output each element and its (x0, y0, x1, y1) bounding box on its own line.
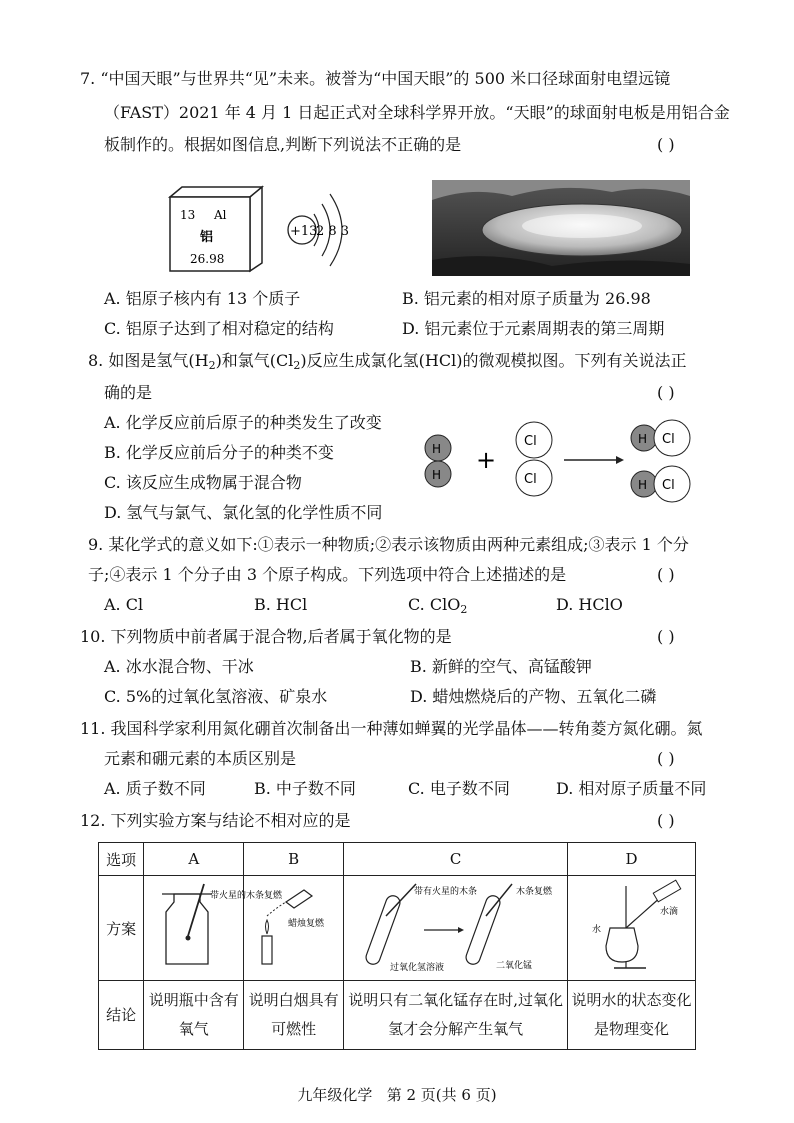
q8-option-b: B. 化学反应前后分子的种类不变 (104, 443, 334, 462)
q10-answer-paren: ( ) (657, 627, 675, 646)
element-symbol: Al (214, 208, 227, 222)
header-b: B (244, 843, 344, 876)
q7-line3: 板制作的。根据如图信息,判断下列说法不正确的是 (104, 135, 462, 154)
test-tube-figure (346, 876, 566, 976)
q11-answer-paren: ( ) (657, 749, 675, 768)
q9-option-c: C. ClO$_2$ (408, 595, 468, 616)
q10-option-d: D. 蜡烛燃烧后的产物、五氧化二磷 (410, 687, 657, 706)
bottle-splint-figure (146, 876, 282, 976)
q7-line1: 7. “中国天眼”与世界共“见”未来。被誉为“中国天眼”的 500 米口径球面射电望远镜 (80, 69, 671, 88)
q9-line1: 9. 某化学式的意义如下:①表示一种物质;②表示该物质由两种元素组成;③表示 1 个分 (88, 535, 689, 554)
element-name: 铝 (200, 230, 214, 245)
reaction-diagram (420, 416, 700, 508)
fast-telescope-photo (432, 180, 690, 276)
q9-line2: 子;④表示 1 个分子由 3 个原子构成。下列选项中符合上述描述的是 (88, 565, 567, 584)
cl-atom-label: Cl (662, 432, 675, 447)
q10-option-c: C. 5%的过氧化氢溶液、矿泉水 (104, 687, 328, 706)
q10-option-a: A. 冰水混合物、干冰 (104, 657, 254, 676)
q8-line2: 确的是 (104, 383, 153, 402)
q11-option-d: D. 相对原子质量不同 (556, 779, 707, 798)
q9-option-a: A. Cl (104, 595, 144, 614)
table-row (99, 981, 696, 1050)
q11-option-c: C. 电子数不同 (408, 779, 510, 798)
q8-option-d: D. 氢气与氯气、氯化氢的化学性质不同 (104, 503, 383, 522)
conclusion-label: 结论 (99, 981, 144, 1050)
q7-line2: （FAST）2021 年 4 月 1 日起正式对全球科学界开放。“天眼”的球面射电板是用铝合金 (104, 103, 730, 122)
q7-option-b: B. 铝元素的相对原子质量为 26.98 (402, 289, 651, 308)
q8-option-a: A. 化学反应前后原子的种类发生了改变 (104, 413, 382, 432)
h-atom-label: H (432, 442, 442, 456)
q11-option-b: B. 中子数不同 (254, 779, 356, 798)
h-atom-label: H (638, 432, 648, 446)
label-splint-relight: 带火星的木条复燃 (209, 891, 282, 901)
q7-option-d: D. 铝元素位于元素周期表的第三周期 (402, 319, 665, 338)
plan-a-figure (144, 876, 282, 981)
element-mass: 26.98 (190, 252, 225, 266)
header-c: C (344, 843, 568, 876)
q11-line2: 元素和硼元素的本质区别是 (104, 749, 297, 768)
label-glowing-splint: 带有火星的木条 (413, 887, 477, 897)
cl-atom-label: Cl (662, 478, 675, 493)
plan-c-figure (344, 876, 568, 981)
reaction-arrow-head (616, 456, 624, 464)
q9-answer-paren: ( ) (657, 565, 675, 584)
cl-atom-label: Cl (524, 434, 537, 449)
q12-answer-paren: ( ) (657, 811, 675, 830)
q10-option-b: B. 新鲜的空气、高锰酸钾 (410, 657, 592, 676)
element-card-figure (168, 185, 268, 273)
q7-option-c: C. 铝原子达到了相对稳定的结构 (104, 319, 334, 338)
q7-answer-paren: ( ) (657, 135, 675, 154)
conclusion-b: 说明白烟具有可燃性 (244, 981, 344, 1050)
q11-option-a: A. 质子数不同 (104, 779, 206, 798)
distillation-figure (570, 876, 694, 976)
element-number: 13 (180, 208, 196, 222)
conclusion-c: 说明只有二氧化锰存在时,过氧化氢才会分解产生氧气 (344, 981, 568, 1050)
q12-line1: 12. 下列实验方案与结论不相对应的是 (80, 811, 351, 830)
q9-option-b: B. HCl (254, 595, 308, 614)
nucleus-charge: +13 (290, 224, 318, 239)
q9-option-d: D. HClO (556, 595, 623, 614)
q10-line1: 10. 下列物质中前者属于混合物,后者属于氧化物的是 (80, 627, 452, 646)
plus-sign: + (476, 446, 497, 474)
h-atom-label: H (638, 478, 648, 492)
header-a: A (144, 843, 244, 876)
table-row (99, 876, 696, 981)
q8-option-c: C. 该反应生成物属于混合物 (104, 473, 302, 492)
label-water-drop: 水滴 (659, 907, 678, 917)
conclusion-a: 说明瓶中含有氧气 (144, 981, 244, 1050)
label-mno2: 二氧化锰 (495, 961, 532, 971)
conclusion-d: 说明水的状态变化是物理变化 (568, 981, 696, 1050)
experiment-table (98, 842, 696, 1050)
label-splint-relight-c: 木条复燃 (515, 887, 552, 897)
plan-b-figure (244, 876, 344, 981)
plan-label: 方案 (99, 876, 144, 981)
label-candle-relight: 蜡烛复燃 (287, 919, 324, 929)
q11-line1: 11. 我国科学家利用氮化硼首次制备出一种薄如蝉翼的光学晶体——转角菱方氮化硼。氮 (80, 719, 703, 738)
q7-option-a: A. 铝原子核内有 13 个质子 (104, 289, 301, 308)
atom-structure-figure (284, 180, 364, 280)
candle-figure (246, 876, 342, 976)
header-d: D (568, 843, 696, 876)
q8-line1: 8. 如图是氢气$(H_2)$和氯气$(Cl_2)$反应生成氯化氢(HCl)的微观模拟图。下列有关说法正 (88, 351, 687, 372)
label-water: 水 (591, 925, 601, 935)
plan-d-figure (568, 876, 696, 981)
electron-shells: 2 8 3 (316, 224, 350, 239)
cl-atom-label: Cl (524, 472, 537, 487)
page-footer: 九年级化学 第 2 页(共 6 页) (297, 1086, 497, 1104)
header-option: 选项 (99, 843, 144, 876)
h-atom-label: H (432, 468, 442, 482)
label-peroxide: 过氧化氢溶液 (389, 963, 444, 973)
q8-answer-paren: ( ) (657, 383, 675, 402)
table-row (99, 843, 696, 876)
